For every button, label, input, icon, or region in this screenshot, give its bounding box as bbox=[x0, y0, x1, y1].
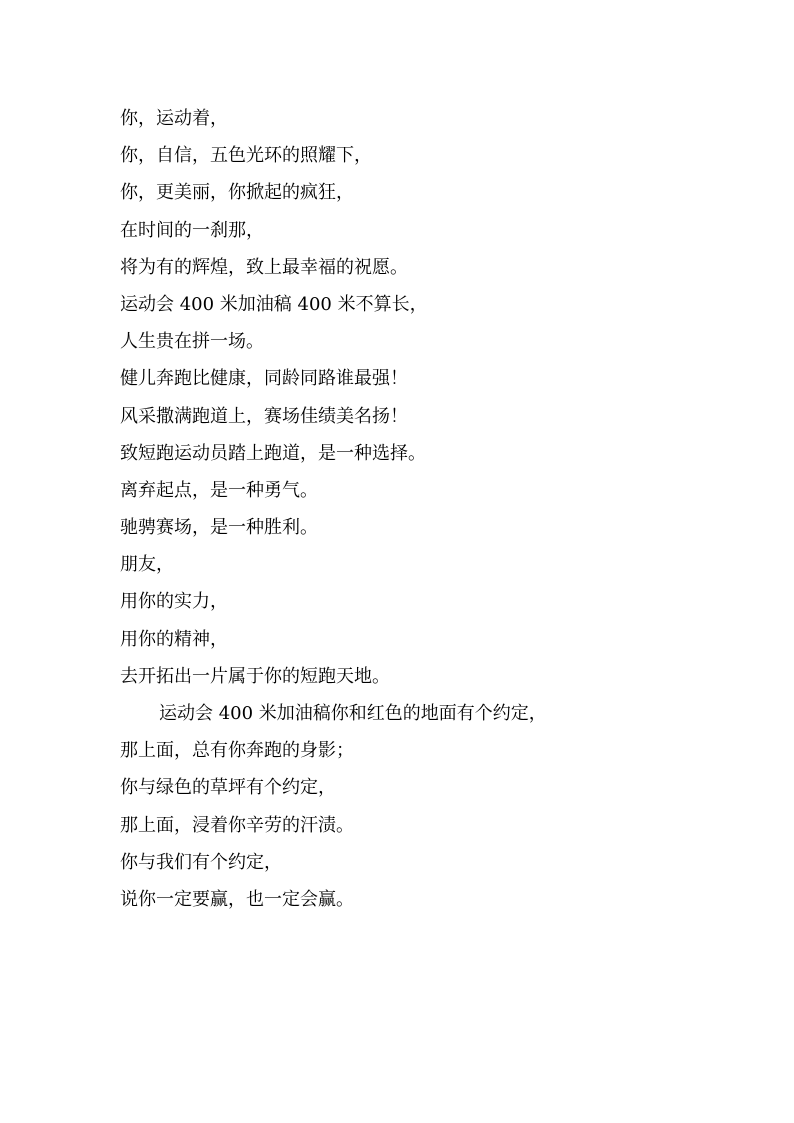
text-line: 你，运动着， bbox=[120, 108, 228, 129]
text-line: 用你的实力， bbox=[120, 591, 228, 613]
text-line: 驰骋赛场，是一种胜利。 bbox=[120, 517, 318, 539]
text-line: 将为有的辉煌，致上最幸福的祝愿。 bbox=[120, 256, 408, 278]
text-line: 朋友， bbox=[120, 554, 174, 576]
text-line: 你，更美丽，你掀起的疯狂， bbox=[120, 182, 354, 204]
text-line: 风采撒满跑道上，赛场佳绩美名扬！ bbox=[120, 405, 408, 427]
text-line-indented: 运动会 400 米加油稿你和红色的地面有个约定， bbox=[159, 703, 547, 724]
text-line: 健儿奔跑比健康，同龄同路谁最强！ bbox=[120, 368, 408, 390]
text-line: 说你一定要赢，也一定会赢。 bbox=[120, 888, 354, 910]
text-line: 致短跑运动员踏上跑道，是一种选择。 bbox=[120, 442, 426, 464]
text-body bbox=[120, 100, 680, 918]
text-line: 在时间的一刹那， bbox=[120, 219, 264, 241]
text-line: 你，自信，五色光环的照耀下， bbox=[120, 145, 372, 167]
text-line: 用你的精神， bbox=[120, 628, 228, 650]
text-line: 运动会 400 米加油稿 400 米不算长， bbox=[120, 293, 428, 315]
text-line: 人生贵在拼一场。 bbox=[120, 331, 264, 353]
text-line: 你与绿色的草坪有个约定， bbox=[120, 777, 336, 799]
text-line: 那上面，浸着你辛劳的汗渍。 bbox=[120, 814, 354, 836]
text-line: 那上面，总有你奔跑的身影； bbox=[120, 740, 354, 762]
text-line: 离弃起点，是一种勇气。 bbox=[120, 479, 318, 501]
text-line: 去开拓出一片属于你的短跑天地。 bbox=[120, 665, 390, 687]
text-line: 你与我们有个约定， bbox=[120, 851, 282, 873]
